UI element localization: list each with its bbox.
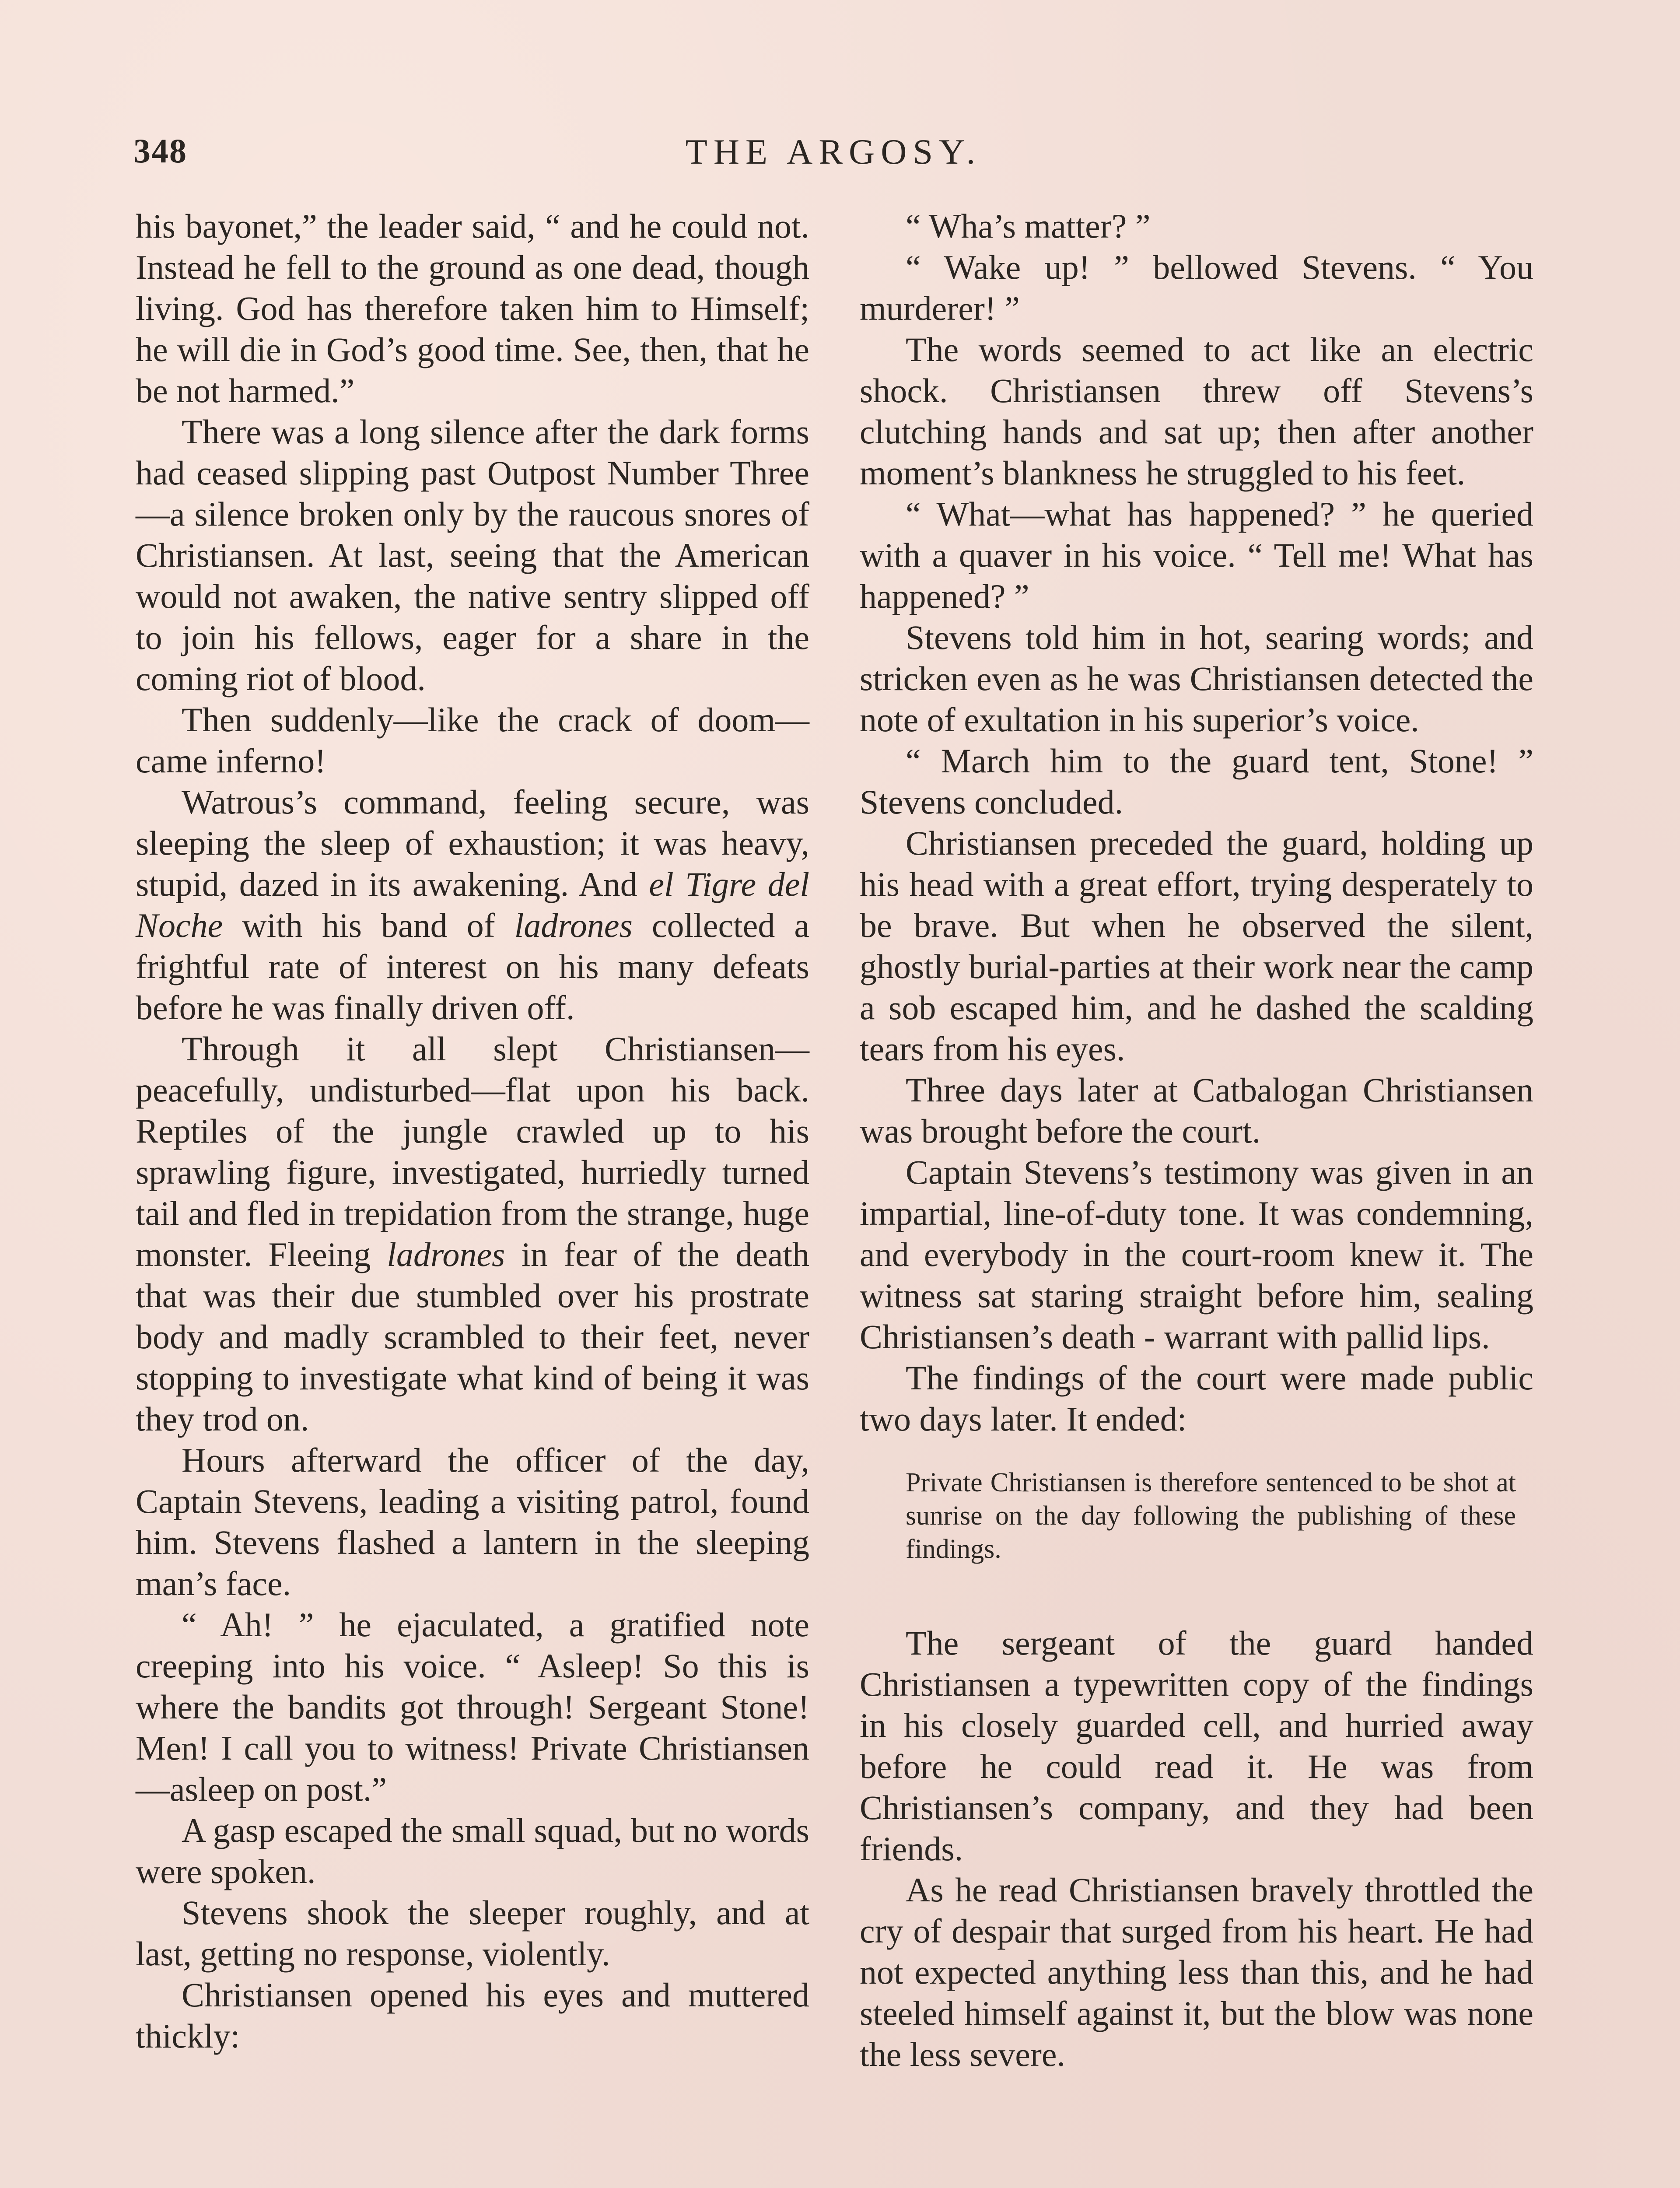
paragraph: As he read Christiansen bravely throttled the cry of despair that surged from his heart. He had not expected anything less than this, and he had steeled himself against it, but the blow was none the less severe. (860, 1871, 1533, 2073)
italic-phrase: ladrones (514, 906, 633, 944)
paragraph: The findings of the court were made public two days later. It ended: (860, 1359, 1533, 1438)
paragraph: his bayonet,” the leader said, “ and he could not. Instead he fell to the ground as one dead, though living. God has therefore taken him to Himself; he will die in God’s good time. See, then, that he be not harmed.” (136, 207, 809, 410)
right-column (860, 206, 1533, 2075)
text-run: collected a frightful rate of interest on his many defeats before he was finally driven off. (136, 906, 810, 1027)
paragraph: Then suddenly—like the crack of doom—came inferno! (136, 701, 809, 780)
running-title: THE ARGOSY. (685, 132, 982, 172)
italic-phrase: ladrones (387, 1235, 505, 1273)
text-run: with his band of (242, 906, 495, 944)
paragraph: Stevens shook the sleeper roughly, and at last, getting no response, violently. (136, 1893, 809, 1973)
italic-phrase: el Tigre del Noche (136, 865, 810, 944)
paragraph: “ Wha’s matter? ” (906, 207, 1151, 245)
paragraph: “ Wake up! ” bellowed Stevens. “ You murderer! ” (860, 248, 1533, 327)
court-findings-quote: Private Christiansen is therefore sentenced to be shot at sunrise on the day following the publishing of these findings. (906, 1468, 1516, 1564)
paragraph: A gasp escaped the small squad, but no words were spoken. (136, 1811, 809, 1890)
text-run: Watrous’s command, feeling secure, was sleeping the sleep of exhaustion; it was heavy, stupid, dazed in its awakening. And (136, 783, 809, 903)
paragraph: Stevens told him in hot, searing words; and stricken even as he was Christiansen detected the note of exultation in his superior’s voice. (860, 618, 1533, 739)
text-run: Through it all slept Christiansen— peacefully, undisturbed—flat upon his back. Reptiles of the jungle crawled up to his sprawling figure, investigated, hurriedly turned tail and fled in trepidation from the strange, huge monster. Fleeing (136, 1030, 809, 1273)
paragraph: There was a long silence after the dark forms had ceased slipping past Outpost Number Three—a silence broken only by the raucous snores of Christiansen. At last, seeing that the American would not awaken, the native sentry slipped off to join his fellows, eager for a share in the coming riot of blood. (136, 413, 809, 698)
paragraph: Captain Stevens’s testimony was given in an impartial, line-of-duty tone. It was condemning, and everybody in the court-room knew it. The witness sat staring straight before him, sealing Christiansen’s death - warrant with pallid lips. (860, 1153, 1533, 1356)
paragraph: Christiansen opened his eyes and muttered thickly: (136, 1976, 809, 2055)
paragraph: The sergeant of the guard handed Christiansen a typewritten copy of the findings in his closely guarded cell, and hurried away before he could read it. He was from Christiansen’s company, and they had been friends. (860, 1624, 1533, 1868)
paragraph: “ March him to the guard tent, Stone! ” Stevens concluded. (860, 742, 1533, 821)
page-header (133, 131, 1533, 188)
page-number: 348 (133, 132, 187, 170)
paragraph: “ Ah! ” he ejaculated, a gratified note creeping into his voice. “ Asleep! So this is where the bandits got through! Sergeant Stone! Men! I call you to witness! Private Christiansen—asleep on post.” (136, 1606, 809, 1808)
left-column (136, 206, 809, 2057)
text-run: in fear of the death that was their due stumbled over his prostrate body and madly scrambled to their feet, never stopping to investigate what kind of being it was they trod on. (136, 1235, 810, 1438)
paragraph: “ What—what has happened? ” he queried with a quaver in his voice. “ Tell me! What has happened? ” (860, 495, 1533, 615)
paragraph (136, 1028, 809, 1440)
paragraph: Three days later at Catbalogan Christiansen was brought before the court. (860, 1071, 1533, 1150)
paragraph (136, 782, 809, 1028)
paragraph: The words seemed to act like an electric shock. Christiansen threw off Stevens’s clutching hands and sat up; then after another moment’s blankness he struggled to his feet. (860, 330, 1533, 492)
paragraph: Christiansen preceded the guard, holding up his head with a great effort, trying desperately to be brave. But when he observed the silent, ghostly burial-parties at their work near the camp a sob escaped him, and he dashed the scalding tears from his eyes. (860, 824, 1533, 1068)
paragraph: Hours afterward the officer of the day, Captain Stevens, leading a visiting patrol, found him. Stevens flashed a lantern in the sleeping man’s face. (136, 1441, 809, 1602)
